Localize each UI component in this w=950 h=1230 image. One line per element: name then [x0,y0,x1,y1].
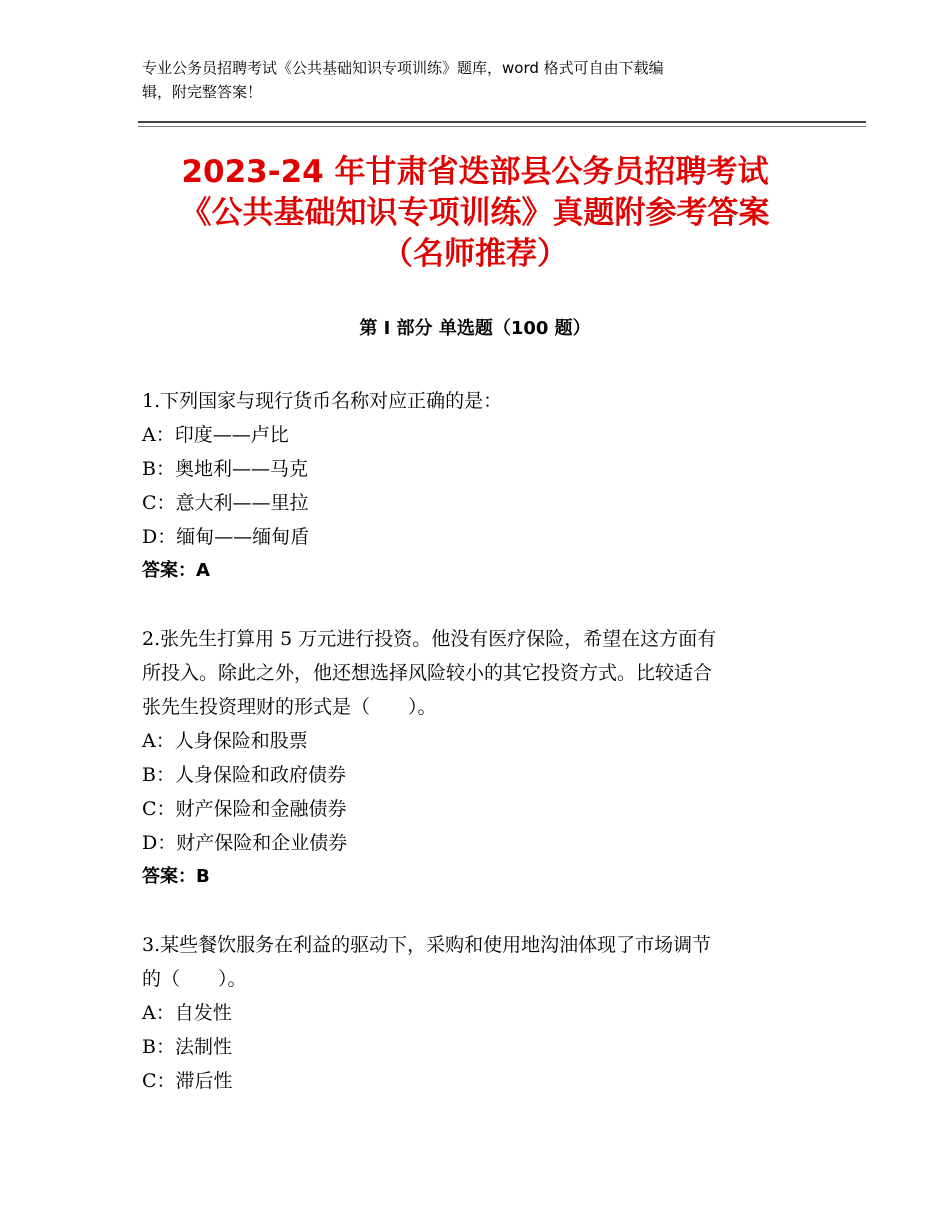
title-line: 《公共基础知识专项训练》真题附参考答案 [180,195,770,231]
header-divider [138,121,866,123]
option-b: B：奥地利——马克 [142,458,308,480]
question-stem: 2.张先生打算用 5 万元进行投资。他没有医疗保险，希望在这方面有 [142,628,717,650]
title-line: （名师推荐） [382,236,568,272]
question-stem: 的（ ）。 [142,968,247,990]
option-c: C：意大利——里拉 [142,492,309,514]
option-d: D：缅甸——缅甸盾 [142,526,310,548]
question-list [142,384,802,1132]
header-line: 辑，附完整答案！ [142,83,263,101]
option-c: C：财产保险和金融债券 [142,798,347,820]
option-c: C：滞后性 [142,1070,233,1092]
section-title: 第 I 部分 单选题（100 题） [359,318,591,339]
answer-label: 答案：B [142,866,210,887]
question-item [142,622,802,894]
header-line: 专业公务员招聘考试《公共基础知识专项训练》题库，word 格式可自由下载编 [142,59,664,77]
option-d: D：财产保险和企业债券 [142,832,348,854]
question-stem: 1.下列国家与现行货币名称对应正确的是： [142,390,503,412]
question-stem: 所投入。除此之外，他还想选择风险较小的其它投资方式。比较适合 [142,662,713,684]
option-b: B：法制性 [142,1036,232,1058]
question-stem: 3.某些餐饮服务在利益的驱动下，采购和使用地沟油体现了市场调节 [142,934,712,956]
question-item [142,384,802,588]
question-stem: 张先生投资理财的形式是（ ）。 [142,696,437,718]
option-a: A：印度——卢比 [142,424,289,446]
header-divider [138,126,866,127]
option-a: A：自发性 [142,1002,232,1024]
answer-label: 答案：A [142,560,210,581]
title-line: 2023-24 年甘肃省迭部县公务员招聘考试 [181,154,769,190]
option-b: B：人身保险和政府债券 [142,764,346,786]
document-header [142,56,792,104]
document-title [90,152,860,275]
option-a: A：人身保险和股票 [142,730,308,752]
question-item [142,928,802,1098]
